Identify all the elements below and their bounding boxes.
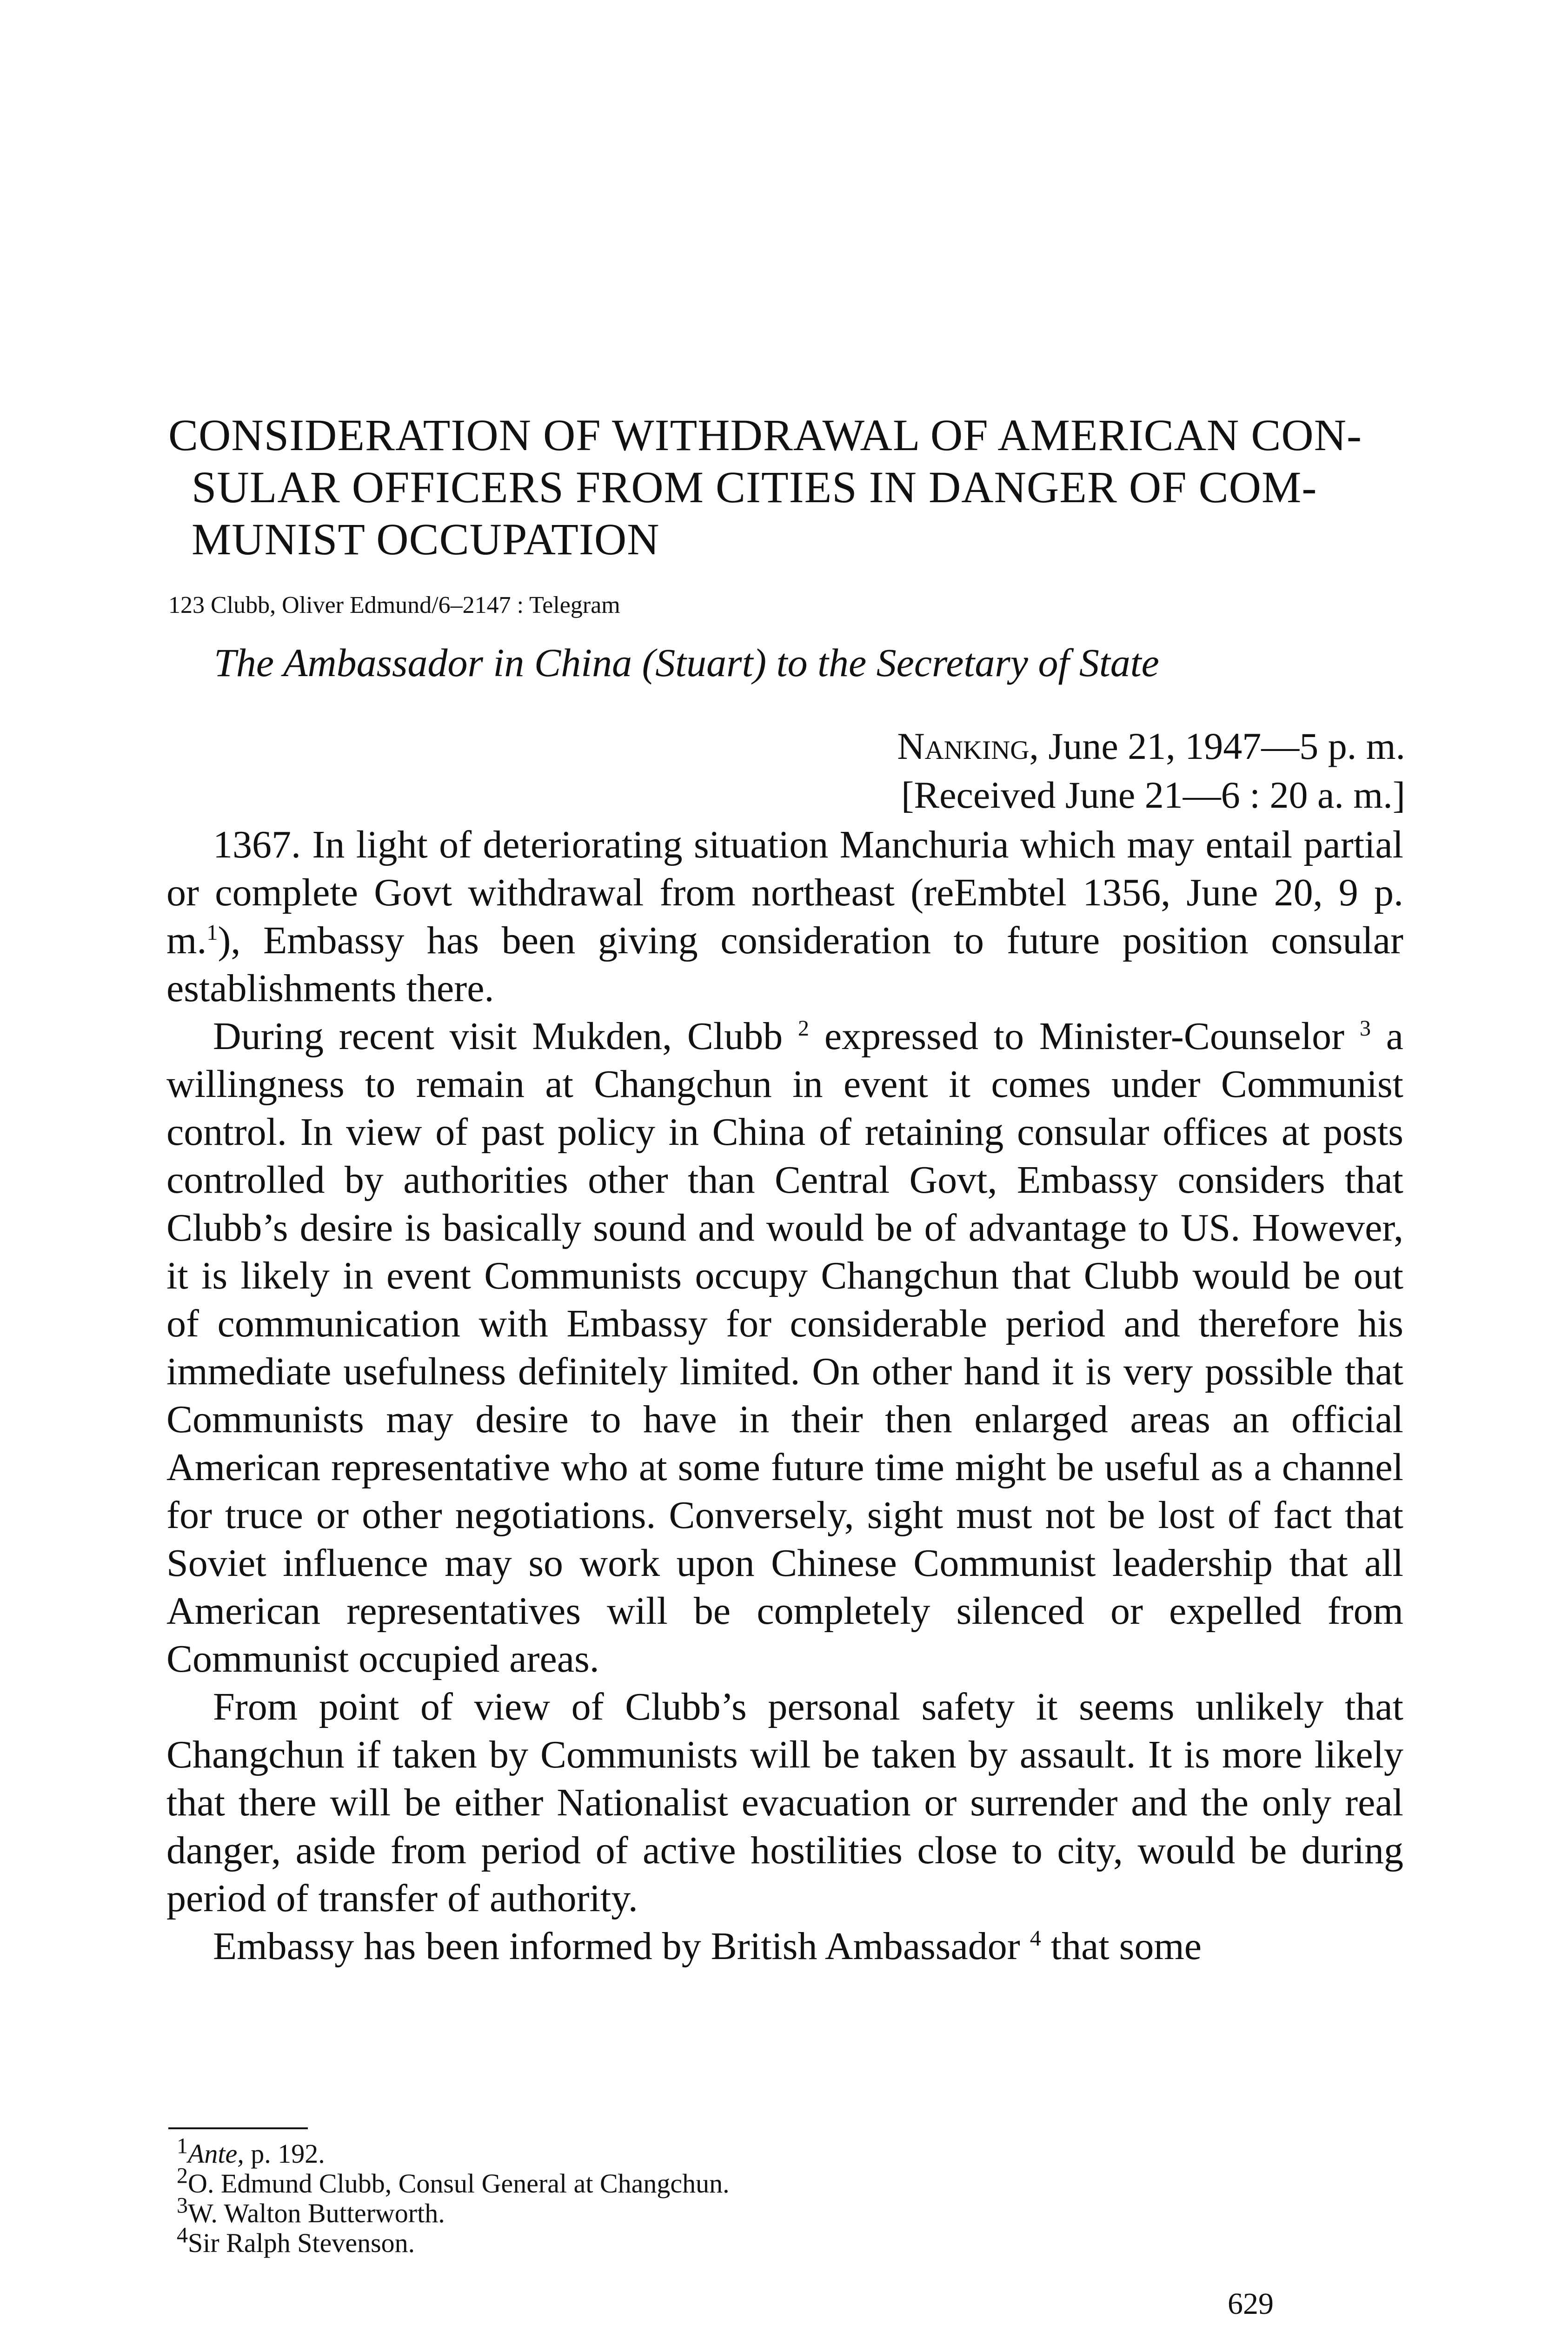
paragraph-text: 1367. In light of deteriorating situation Manchuria which may entail partial or complete Govt withdrawal from northeast (reEmbtel 1356, June 20, 9 p. m. [166, 823, 1403, 962]
footnote-3 [177, 2193, 1293, 2228]
footnote-mark: 2 [798, 1016, 810, 1041]
paragraph-text: expressed to Minister-Counselor [809, 1015, 1360, 1058]
footnote-2 [177, 2163, 1293, 2199]
footnote-number: 1 [177, 2133, 188, 2159]
heading-name: Stuart [655, 640, 753, 685]
file-reference: 123 Clubb, Oliver Edmund/6–2147 : Telegram [168, 592, 620, 618]
footnote-text: O. Edmund Clubb, Consul General at Changchun. [188, 2168, 730, 2199]
paragraph-2 [166, 1012, 1403, 1683]
page-number: 629 [1228, 2287, 1274, 2321]
dateline-date: June 21, 1947—5 p. m. [1038, 725, 1405, 767]
paragraph-1 [166, 821, 1403, 1012]
paragraph-text: Embassy has been informed by British Ambassador [213, 1925, 1030, 1968]
footnote-divider [168, 2127, 308, 2129]
paragraph-text: During recent visit Mukden, Clubb [213, 1015, 798, 1058]
footnote-mark: 3 [1359, 1016, 1371, 1041]
footnote-text: p. 192. [244, 2139, 325, 2169]
footnotes [177, 2133, 1293, 2258]
heading-prefix: The Ambassador in China ( [214, 640, 656, 685]
body-text [166, 821, 1403, 1970]
paragraph-4 [166, 1922, 1403, 1970]
paragraph-text: From point of view of Clubb’s personal safety it seems unlikely that Changchun if taken by Communists will be taken by assault. It is more likely that there will be either Nationalist evacuation or surrender and the only real danger, aside from period of active hostilities close to city, would be during period of transfer of authority. [166, 1685, 1403, 1920]
telegram-heading [214, 639, 1159, 686]
footnote-text: Sir Ralph Stevenson. [188, 2228, 415, 2258]
heading-suffix: ) to the Secretary of State [753, 640, 1159, 685]
footnote-text: W. Walton Butterworth. [188, 2198, 445, 2228]
received-note: [Received June 21—6 : 20 a. m.] [901, 774, 1405, 816]
dateline [897, 723, 1405, 770]
footnote-4 [177, 2223, 1293, 2258]
footnote-mark: 4 [1030, 1926, 1041, 1951]
document-title [168, 409, 1405, 565]
footnote-number: 2 [177, 2163, 188, 2188]
footnote-mark: 1 [206, 920, 218, 945]
title-line-3: MUNIST OCCUPATION [192, 514, 660, 564]
dateline-place: Nanking, [897, 725, 1039, 767]
footnote-number: 3 [177, 2193, 188, 2218]
footnote-number: 4 [177, 2223, 188, 2248]
title-line-2: SULAR OFFICERS FROM CITIES IN DANGER OF COM- [192, 462, 1317, 512]
footnote-1 [177, 2133, 1293, 2169]
title-line-1: CONSIDERATION OF WITHDRAWAL OF AMERICAN CON- [168, 410, 1362, 460]
paragraph-text: that some [1041, 1925, 1202, 1968]
paragraph-text: ), Embassy has been giving consideration to future position consular establishments there. [166, 919, 1403, 1010]
footnote-italic: Ante, [188, 2139, 244, 2169]
paragraph-3 [166, 1683, 1403, 1922]
paragraph-text: a willingness to remain at Changchun in event it comes under Communist control. In view of past policy in China of retaining consular offices at posts controlled by authorities other than Central Govt, Embassy considers that Clubb’s desire is basically sound and would be of advantage to US. However, it is likely in event Communists occupy Changchun that Clubb would be out of communication with Embassy for considerable period and therefore his immediate usefulness definitely limited. On other hand it is very possible that Communists may desire to have in their then enlarged areas an official American representative who at some future time might be useful as a channel for truce or other negotiations. Conversely, sight must not be lost of fact that Soviet influence may so work upon Chinese Communist leadership that all American representatives will be completely silenced or expelled from Communist occupied areas. [166, 1015, 1403, 1681]
